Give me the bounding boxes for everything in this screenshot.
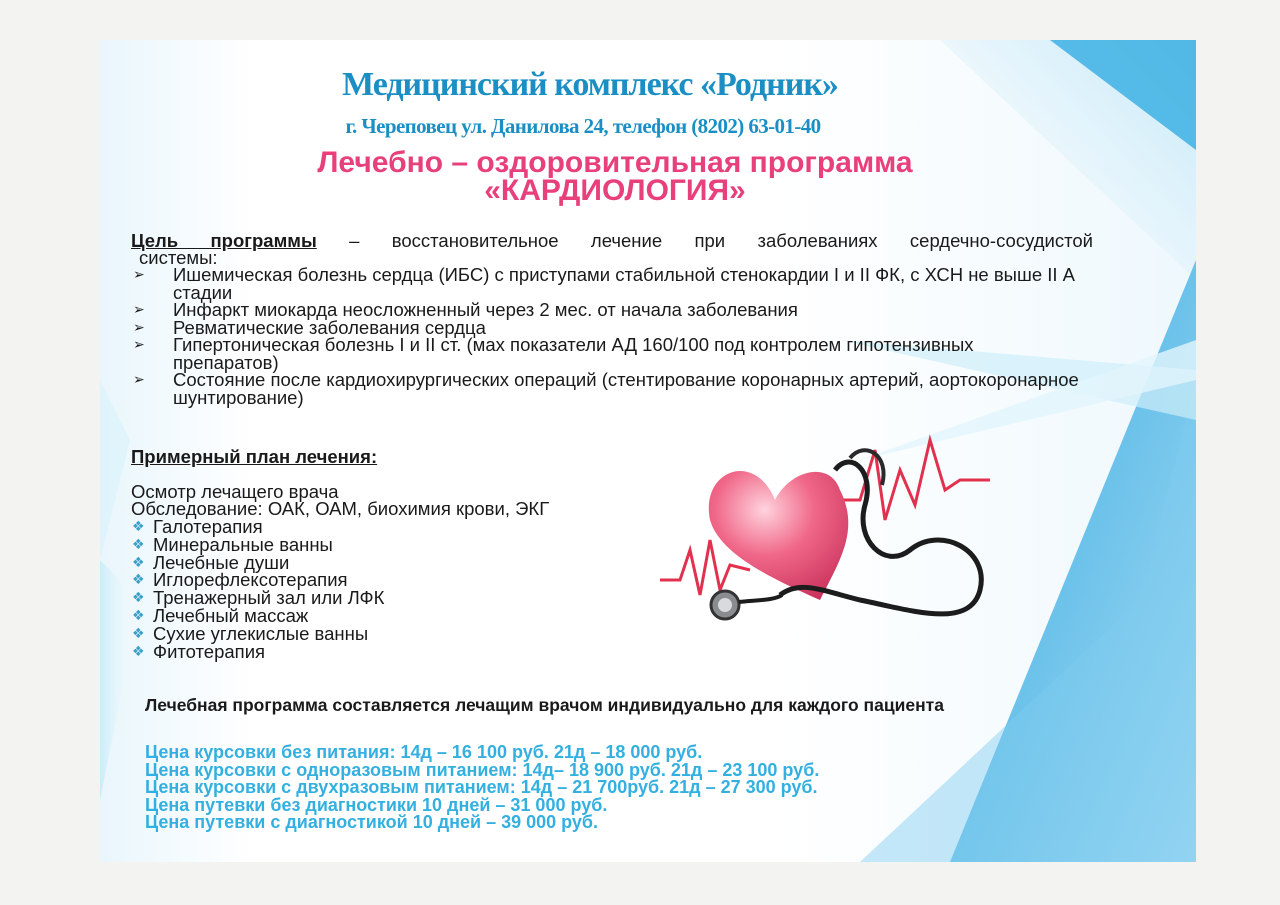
list-item: ➢ Гипертоническая болезнь I и II ст. (мах показатели АД 160/100 под контролем гипотензивных препаратов) [133,334,974,373]
indications-list [129,266,1079,406]
diamond-cluster-bullet-icon: ❖ [132,624,145,641]
arrow-bullet-icon: ➢ [133,371,145,387]
list-item: ❖ Тренажерный зал или ЛФК [132,587,385,609]
list-item: ❖ Фитотерапия [132,640,266,662]
program-title: Лечебно – оздоровительная программа [317,146,913,179]
plan-line-exam: Осмотр лечащего врача [131,481,339,502]
goal-paragraph [131,232,1093,249]
list-item: ❖ Иглорефлексотерапия [132,569,348,591]
list-item: ❖ Минеральные ванны [132,533,333,555]
clinic-name: Медицинский комплекс «Родник» [342,66,838,103]
list-item: ➢ Состояние после кардиохирургических операций (стентирование коронарных артерий, аортокоронарное шунтирование) [133,369,1079,408]
plan-line-tests: Обследование: ОАК, ОАМ, биохимия крови, ЭКГ [131,498,550,519]
price-item: Цена путевки с диагностикой 10 дней – 39 000 руб. [145,812,599,832]
heart-stethoscope-icon [660,430,990,670]
list-item: ➢ Ишемическая болезнь сердца (ИБС) с приступами стабильной стенокардии I и II ФК, с ХСН не выше II А стадии [133,264,1076,303]
arrow-bullet-icon: ➢ [133,301,145,317]
procedures-list [131,518,384,660]
diamond-cluster-bullet-icon: ❖ [132,518,145,534]
diamond-cluster-bullet-icon: ❖ [132,606,145,623]
arrow-bullet-icon: ➢ [133,336,145,352]
price-item: Цена курсовки без питания: 14д – 16 100 руб. 21д – 18 000 руб. [145,742,703,762]
arrow-bullet-icon: ➢ [133,318,145,335]
price-item: Цена курсовки с двухразовым питанием: 14д – 21 700руб. 21д – 27 300 руб. [145,777,818,797]
goal-label: Цель программы [131,230,317,251]
price-item: Цена курсовки с одноразовым питанием: 14д– 18 900 руб. 21д – 23 100 руб. [145,759,820,780]
goal-text: – восстановительное лечение при заболеваниях сердечно-сосудистой [316,230,1093,251]
goal-text-continued: системы: [139,247,218,268]
list-item: ❖ Галотерапия [132,516,263,537]
program-name: «КАРДИОЛОГИЯ» [484,174,746,207]
diamond-cluster-bullet-icon: ❖ [132,571,145,588]
diamond-cluster-bullet-icon: ❖ [132,535,145,552]
list-item: ❖ Лечебный массаж [132,604,309,626]
arrow-bullet-icon: ➢ [133,266,145,282]
plan-title: Примерный план лечения: [131,446,378,467]
price-list [145,744,819,832]
price-item: Цена путевки без диагностики 10 дней – 31 000 руб. [145,794,608,815]
list-item: ❖ Сухие углекислые ванны [132,622,369,644]
list-item: ➢ Ревматические заболевания сердца [133,316,486,338]
diamond-cluster-bullet-icon: ❖ [132,589,145,606]
clinic-address: г. Череповец ул. Данилова 24, телефон (8202) 63-01-40 [345,114,821,138]
program-note: Лечебная программа составляется лечащим врачом индивидуально для каждого пациента [145,695,944,715]
list-item: ➢ Инфаркт миокарда неосложненный через 2 мес. от начала заболевания [133,299,798,320]
diamond-cluster-bullet-icon: ❖ [132,642,145,659]
diamond-cluster-bullet-icon: ❖ [132,553,145,570]
list-item: ❖ Лечебные души [132,551,290,573]
